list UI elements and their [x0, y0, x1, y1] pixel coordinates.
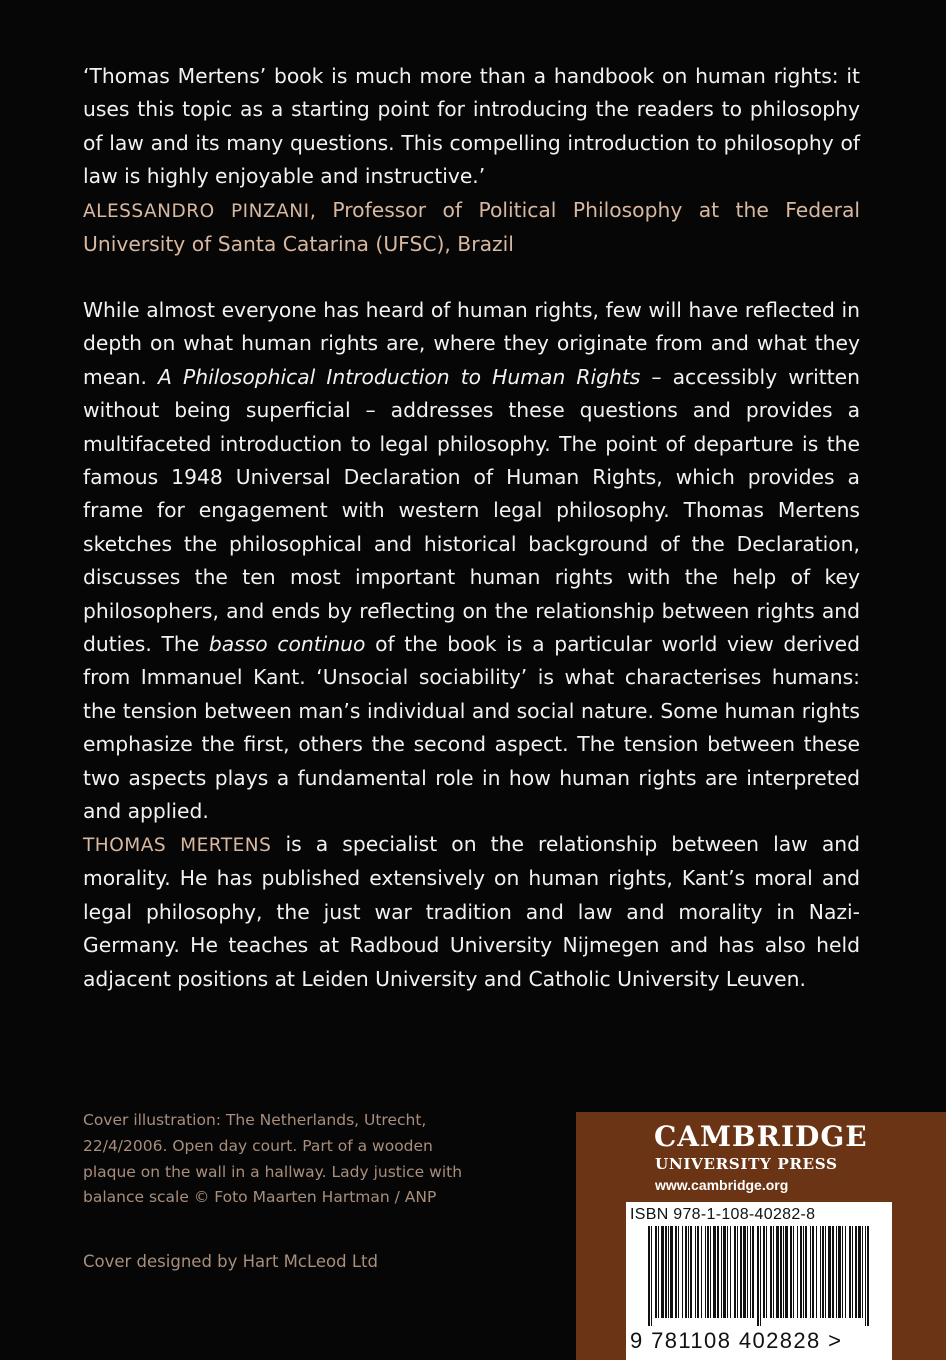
- book-title: A Philosophical Introduction to Human Rights: [158, 364, 641, 389]
- barcode-bar: [717, 1226, 719, 1318]
- barcode-bar: [655, 1226, 657, 1318]
- barcode-bar: [752, 1226, 754, 1318]
- barcode-bar: [737, 1226, 738, 1318]
- barcode-bar: [763, 1226, 765, 1318]
- barcode-bar: [797, 1226, 798, 1318]
- barcode-bar: [855, 1226, 857, 1318]
- barcode-bar: [785, 1226, 788, 1318]
- barcode-bar: [812, 1226, 814, 1318]
- barcode-bar: [805, 1226, 807, 1318]
- basso-continuo: basso continuo: [208, 632, 366, 657]
- barcode-bar: [707, 1226, 709, 1318]
- barcode-bar: [648, 1226, 650, 1326]
- barcode-bar: [865, 1226, 866, 1326]
- barcode-bar: [825, 1226, 826, 1318]
- barcode-bar: [845, 1226, 846, 1318]
- author-bio-text: is a specialist on the relationship between law and morality. He has published extensively on human rights, Kant’s moral and legal philosophy, the just war tradition and law and morality in Nazi-Germany. He teaches at Radboud University Nijmegen and has also held adjacent positions at Leiden University and Catholic University Leuven.: [83, 832, 860, 991]
- quote-author-name: ALESSANDRO PINZANI: [83, 200, 310, 222]
- quote-attribution: [83, 198, 860, 256]
- author-bio: [83, 828, 860, 996]
- cover-illustration-credit: Cover illustration: The Netherlands, Utrecht, 22/4/2006. Open day court. Part of a wooden plaque on the wall in a hallway. Lady justice with balance scale © Foto Maarten Hartman / ANP: [83, 1111, 463, 1207]
- barcode-bar: [828, 1226, 831, 1318]
- barcode-bar: [780, 1226, 782, 1318]
- barcode-bar: [730, 1226, 731, 1318]
- barcode-bar: [658, 1226, 659, 1318]
- barcode-bar: [773, 1226, 774, 1318]
- barcode-bar: [852, 1226, 853, 1318]
- barcode-bar: [790, 1226, 792, 1318]
- quote-author-title: , Professor of Political Philosophy at the Federal University of Santa Catarina (UFSC), Brazil: [83, 197, 861, 257]
- barcode-bar: [842, 1226, 843, 1318]
- barcode-bar: [723, 1226, 726, 1318]
- isbn-label: ISBN 978-1-108-40282-8: [630, 1206, 816, 1223]
- barcode-bar: [695, 1226, 696, 1318]
- barcode-bar: [776, 1226, 779, 1318]
- barcode-bar: [701, 1226, 702, 1318]
- barcode-bar: [651, 1226, 652, 1326]
- barcode-bar: [734, 1226, 736, 1318]
- barcode-bar: [832, 1226, 834, 1318]
- barcode-bar: [747, 1226, 748, 1318]
- barcode-bar: [810, 1226, 811, 1318]
- barcode-bar: [721, 1226, 722, 1318]
- barcode-bar: [858, 1226, 861, 1318]
- barcode-bar: [678, 1226, 679, 1318]
- barcode-bar: [670, 1226, 673, 1318]
- barcode-bar: [770, 1226, 772, 1318]
- barcode-bar: [836, 1226, 837, 1318]
- publisher-subtitle: UNIVERSITY PRESS: [655, 1155, 838, 1173]
- barcode-bar: [713, 1226, 716, 1318]
- barcode-bar: [688, 1226, 689, 1318]
- description-part3: of the book is a particular world view derived from Immanuel Kant. ‘Unsocial sociability’ is what characterises humans: the tension between man’s individual and social nature. Some human rights emphasize the first, others the second aspect. The tension between these two aspects plays a fundamental role in how human rights are interpreted and applied.: [83, 632, 860, 824]
- barcode-bar: [697, 1226, 699, 1318]
- barcode-bar: [665, 1226, 667, 1318]
- barcode-bar: [766, 1226, 767, 1318]
- description-part1: While almost everyone has heard of human rights, few will have reflected in depth on what human rights are, where they originate from and what they mean.: [83, 298, 860, 389]
- barcode-bar: [849, 1226, 851, 1318]
- barcode: [626, 1202, 892, 1360]
- quote-text: ‘Thomas Mertens’ book is much more than a handbook on human rights: it uses this topic as a starting point for introducing the readers to philosophy of law and its many questions. This compelling introduction to philosophy of law is highly enjoyable and instructive.’: [83, 64, 860, 189]
- barcode-bar: [743, 1226, 746, 1318]
- publisher-name: CAMBRIDGE: [654, 1120, 868, 1153]
- barcode-bar: [783, 1226, 784, 1318]
- barcode-bar: [760, 1226, 761, 1326]
- barcode-bar: [675, 1226, 677, 1318]
- barcode-bar: [803, 1226, 804, 1318]
- barcode-bar: [757, 1226, 759, 1326]
- barcode-bar: [710, 1226, 711, 1318]
- barcode-bar: [668, 1226, 669, 1318]
- barcode-bar: [690, 1226, 692, 1318]
- barcode-bar: [838, 1226, 841, 1318]
- cover-designer-credit: Cover designed by Hart McLeod Ltd: [83, 1252, 378, 1271]
- barcode-bar: [820, 1226, 821, 1318]
- barcode-bar: [800, 1226, 802, 1318]
- barcode-bar: [750, 1226, 751, 1318]
- barcode-bar: [816, 1226, 817, 1318]
- publisher-block: [576, 1112, 946, 1360]
- barcode-bar: [727, 1226, 728, 1318]
- barcode-bar: [793, 1226, 794, 1318]
- barcode-bar: [661, 1226, 664, 1318]
- barcode-bar: [867, 1226, 869, 1326]
- description-part2: – accessibly written without being superficial – addresses these questions and provides a multifaceted introduction to legal philosophy. The point of departure is the famous 1948 Universal Declaration of Human Rights, which provides a frame for engagement with western legal philosophy. Thomas Mertens sketches the philosophical and historical background of the Declaration, discusses the ten most important human rights with the help of key philosophers, and ends by reflecting on the relationship between rights and duties. The: [83, 364, 860, 657]
- barcode-bar: [705, 1226, 706, 1318]
- barcode-bar: [822, 1226, 824, 1318]
- author-name: THOMAS MERTENS: [83, 835, 272, 856]
- barcode-digits: 9 781108 402828 >: [630, 1328, 843, 1353]
- barcode-bar: [685, 1226, 687, 1318]
- barcode-bar: [862, 1226, 863, 1318]
- barcode-bar: [682, 1226, 683, 1318]
- publisher-url: www.cambridge.org: [655, 1177, 789, 1193]
- endorsement-quote: [83, 60, 860, 261]
- barcode-bar: [740, 1226, 742, 1318]
- barcode-bars: [648, 1226, 870, 1326]
- book-description: [83, 294, 860, 829]
